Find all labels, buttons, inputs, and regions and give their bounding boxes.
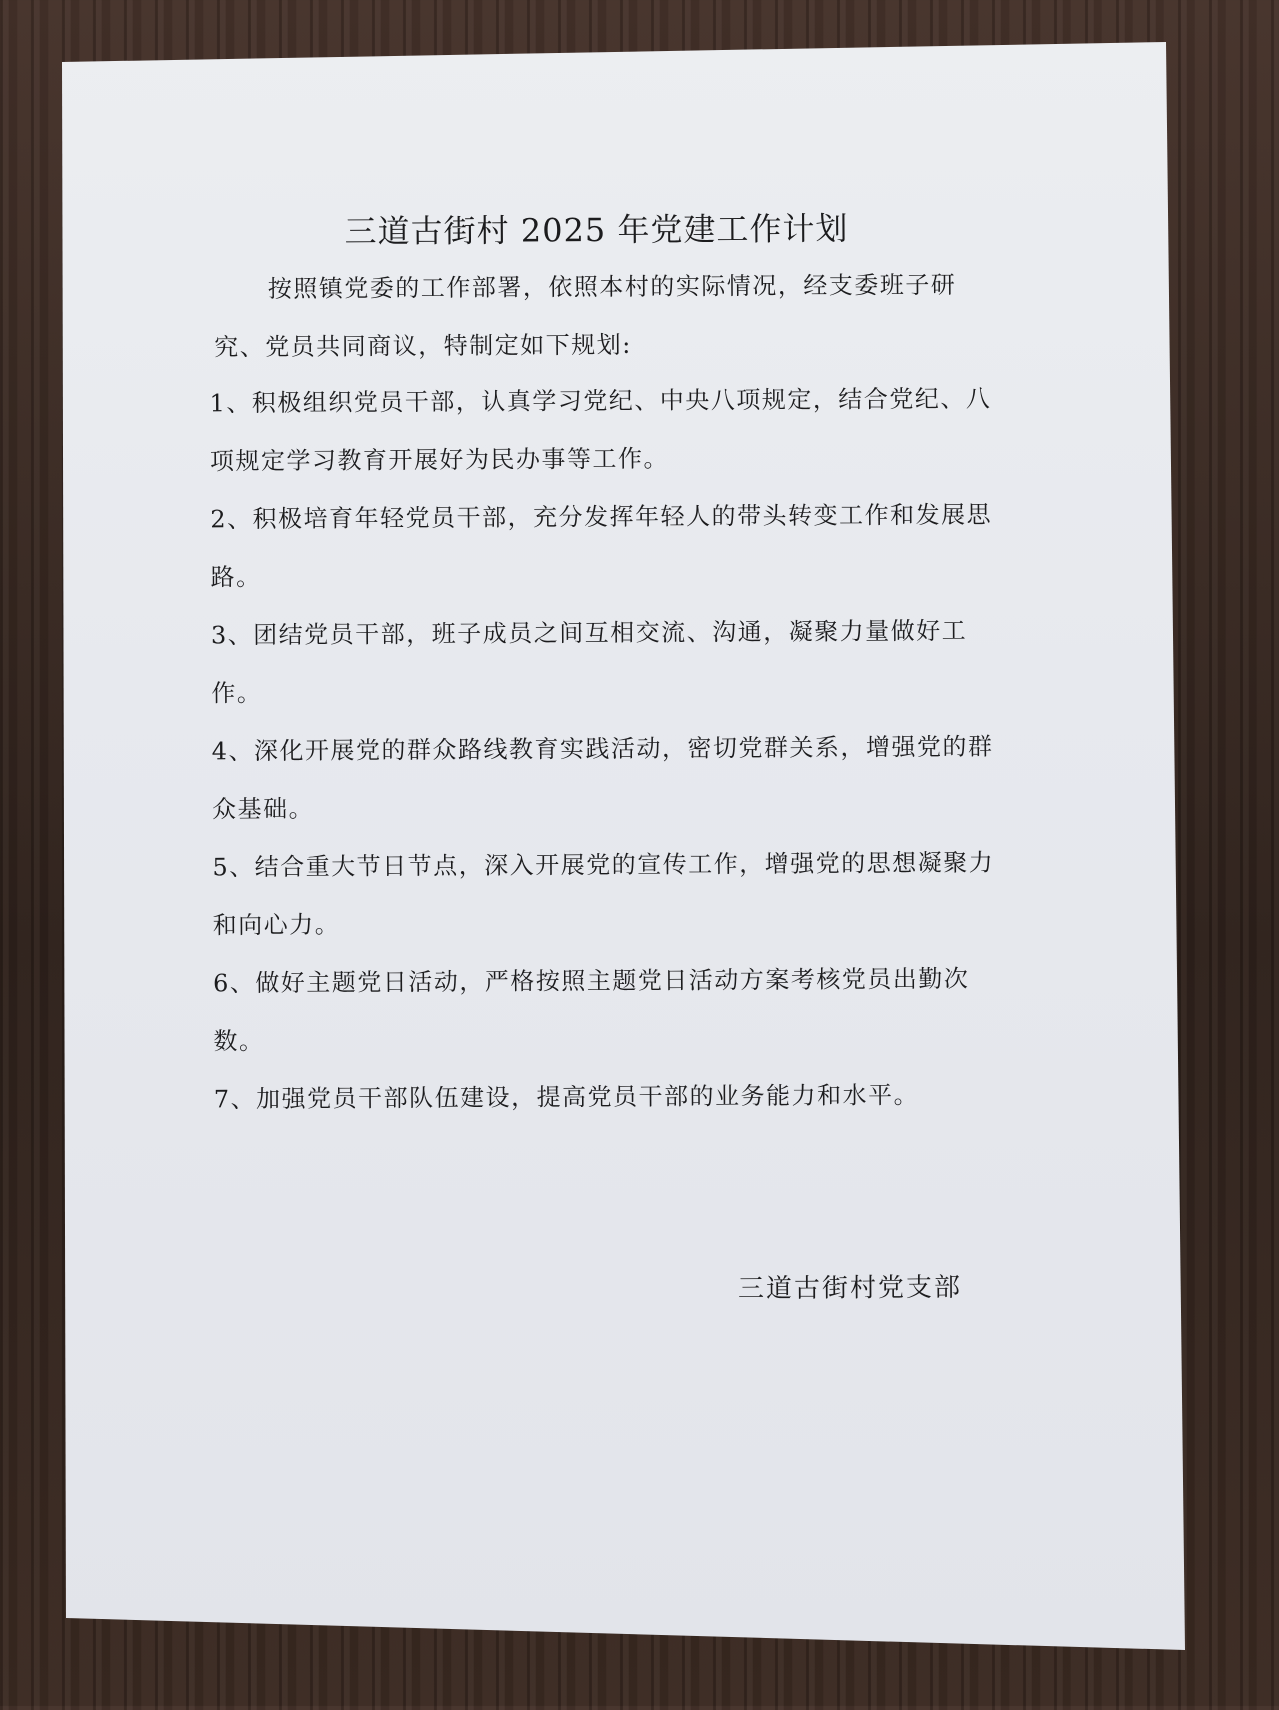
plan-item: 5、结合重大节日节点，深入开展党的宣传工作，增强党的思想凝聚力和向心力。 xyxy=(212,848,995,940)
plan-item: 7、加强党员干部队伍建设，提高党员干部的业务能力和水平。 xyxy=(213,1081,920,1114)
plan-item: 1、积极组织党员干部，认真学习党纪、中央八项规定，结合党纪、八项规定学习教育开展好为民办事等工作。 xyxy=(209,384,992,476)
document-title: 三道古街村 2025 年党建工作计划 xyxy=(344,209,849,251)
intro-paragraph: 按照镇党委的工作部署，依照本村的实际情况，经支委班子研究、党员共同商议，特制定如下规划: xyxy=(214,270,957,362)
plan-item-list xyxy=(209,370,1004,1129)
signature-line: 三道古街村党支部 xyxy=(737,1272,963,1305)
plan-item: 2、积极培育年轻党员干部，充分发挥年轻人的带头转变工作和发展思路。 xyxy=(210,500,993,592)
plan-item: 6、做好主题党日活动，严格按照主题党日活动方案考核党员出勤次数。 xyxy=(213,964,970,1056)
plan-item: 3、团结党员干部，班子成员之间互相交流、沟通，凝聚力量做好工作。 xyxy=(210,616,968,708)
plan-item: 4、深化开展党的群众路线教育实践活动，密切党群关系，增强党的群众基础。 xyxy=(211,732,994,824)
